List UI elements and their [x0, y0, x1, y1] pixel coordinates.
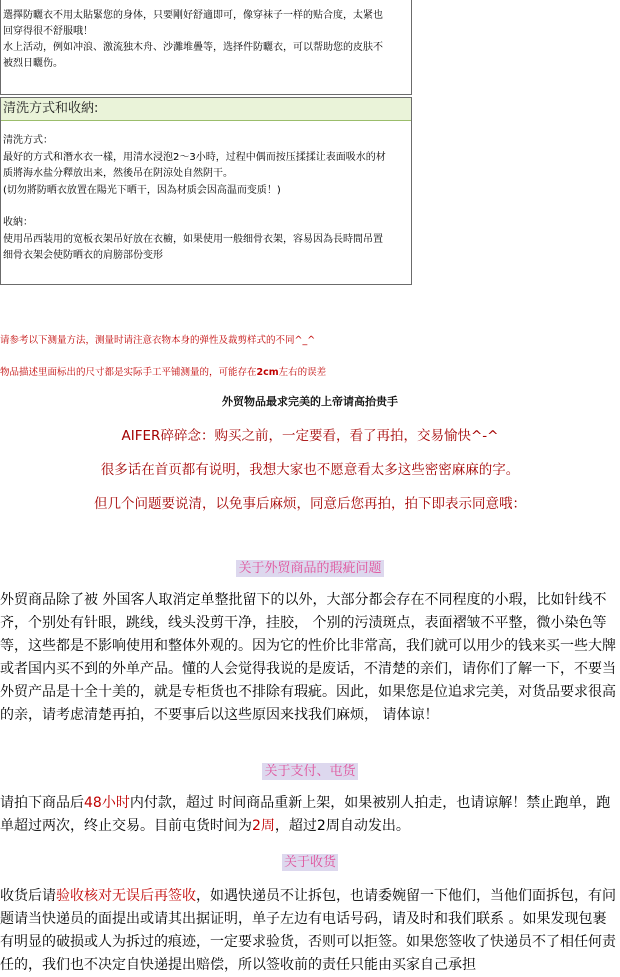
inspect-before-sign: 验收核对无误后再签收: [56, 888, 196, 904]
receiving-paragraph: 收货后请验收核对无误后再签收，如遇快递员不让拆包，也请委婉留一下他们，当他们面拆包，有问题请当快递员的面提出或请其出据证明，单子左边有电话号码，请及时和我们联系 。如果发现包裹有明显的破损或人为拆过的痕迹，一定要求验货，否则可以拒签。如果您签收了快递员不了相任何责任的，我们也不决定自快递提出赔偿，所以签收前的责任只能由买家自己承担: [0, 888, 616, 973]
care-instructions-box: [0, 97, 412, 285]
size-notice: [0, 364, 326, 378]
wash-label: 清洗方式：: [3, 135, 53, 146]
hold-period: 2周: [252, 818, 275, 834]
payment-section-title: 关于支付、屯货: [264, 764, 356, 779]
wear-tip-line: 回穿得很不舒服哦！: [3, 26, 93, 37]
receiving-section-title: 关于收货: [283, 855, 336, 870]
wear-tips-box: [0, 0, 412, 95]
headline: 外贸物品最求完美的上帝请高抬贵手: [222, 395, 398, 408]
size-notice-pre: 物品描述里面标出的尺寸都是实际手工平铺测量的，可能存在: [0, 367, 257, 378]
size-notice-post: 左右的误差: [278, 367, 327, 378]
wear-tip-line: 選擇防曬衣不用太貼緊您的身体，只要剛好舒適即可，像穿袜子一样的贴合度，太紧也: [3, 10, 383, 21]
payment-deadline: 48小时: [84, 795, 130, 811]
storage-line: 细骨衣架会使防晒衣的肩膀部份变形: [3, 250, 163, 261]
wear-tip-line: 水上活动，例如冲浪、激流独木舟、沙灘堆疊等，选择件防曬衣，可以帮助您的皮肤不: [3, 42, 383, 53]
size-notice-bold: 2cm: [256, 367, 279, 378]
wash-line: (切勿將防晒衣放置在陽光下晒干，因為材质会因高温而变质！): [3, 184, 281, 196]
flaws-section-title: 关于外贸商品的瑕疵问题: [238, 561, 382, 576]
storage-label: 收納：: [3, 217, 33, 228]
storage-line: 使用吊西装用的宽板衣架吊好放在衣櫥，如果使用一般细骨衣架，容易因為長時間吊置: [3, 233, 383, 245]
flaws-paragraph: 外贸商品除了被 外国客人取消定单整批留下的以外，大部分都会存在不同程度的小瑕，比如针线不齐，个别处有针眼，跳线，线头没剪干净，挂胶， 个别的污渍斑点，表面褶皱不平整，微小染色等等，这些都是不影响使用和整体外观的。因为它的性价比非常高，我们就可以用少的钱来买一些大牌或者国内买不到的外单产品。懂的人会觉得我说的是废话，不清楚的亲们，请你们了解一下，不要当外贸产品是十全十美的，就是专柜货也不排除有瑕疵。因此，如果您是位追求完美，对货品要求很高的亲，请考虑清楚再拍，不要事后以这些原因来找我们麻烦， 请体谅！: [0, 592, 616, 723]
wear-tip-line: 被烈日曬伤。: [3, 58, 63, 69]
intro-line-2: 但几个问题要说清，以免事后麻烦，同意后您再拍，拍下即表示同意哦：: [94, 496, 526, 512]
care-heading: 清洗方式和收納:: [1, 98, 411, 121]
payment-paragraph: 请拍下商品后48小时内付款，超过 时间商品重新上架，如果被别人拍走，也请谅解！禁止跑单，跑单超过两次，终止交易。目前屯货时间为2周，超过2周自动发出。: [0, 795, 611, 834]
intro-line-1: 很多话在首页都有说明，我想大家也不愿意看太多这些密密麻麻的字。: [100, 462, 520, 478]
aifer-note: AIFER碎碎念：购买之前，一定要看，看了再拍，交易愉快^-^: [121, 428, 499, 444]
wash-line: 最好的方式和潛水衣一樣，用清水浸泡2～3小時，过程中偶而按压揉揉让表面吸水的材: [3, 151, 386, 163]
measure-notice: 请参考以下测量方法，测量时请注意衣物本身的弹性及裁剪样式的不同^_^: [0, 335, 316, 346]
wash-line: 质將海水盐分釋放出来，然後吊在阴涼处自然阴干。: [3, 168, 233, 179]
